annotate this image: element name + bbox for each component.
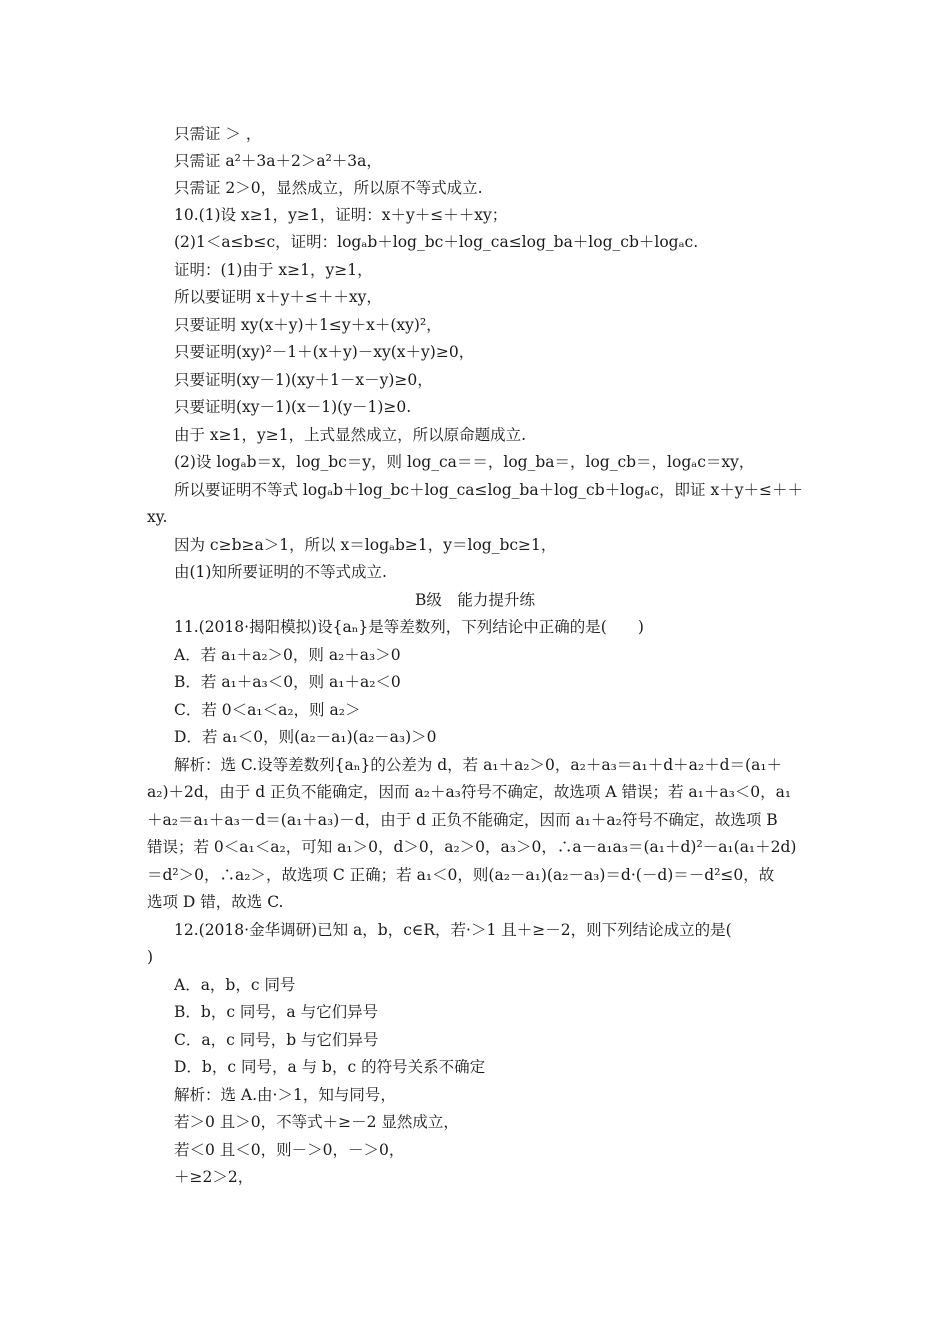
text-line-8: 只要证明 xy(x＋y)＋1≤y＋x＋(xy)²， [174, 316, 442, 334]
text-line-5: (2)1＜a≤b≤c，证明：logₐb＋log_bc＋log_ca≤log_ba＋log_cb＋logₐc. [174, 233, 699, 251]
analysis-12-line-4: ＋≥2＞2， [174, 1168, 254, 1186]
text-line-7: 所以要证明 x＋y＋≤＋＋xy， [174, 288, 382, 306]
text-line-2: 只需证 a²＋3a＋2＞a²＋3a， [174, 152, 382, 170]
option-a-12: A．a，b，c 同号 [174, 976, 296, 994]
text-line-13: (2)设 logₐb＝x，log_bc＝y，则 log_ca＝＝，log_ba＝，log_cb＝，logₐc＝xy， [174, 453, 755, 471]
option-c-12: C．a，c 同号，b 与它们异号 [174, 1031, 379, 1049]
text-line-9: 只要证明(xy)²－1＋(x＋y)－xy(x＋y)≥0， [174, 343, 475, 361]
question-12: 12.(2018·金华调研)已知 a，b，c∈R，若·＞1 且＋≥－2，则下列结论成立的是( [174, 921, 732, 939]
option-b-12: B．b，c 同号，a 与它们异号 [174, 1003, 379, 1021]
analysis-12-line-3: 若＜0 且＜0，则－＞0，－＞0， [174, 1141, 405, 1159]
option-b: B．若 a₁＋a₃＜0，则 a₁＋a₂＜0 [174, 673, 401, 691]
text-line-11: 只要证明(xy－1)(x－1)(y－1)≥0. [174, 398, 412, 416]
text-line-14: 所以要证明不等式 logₐb＋log_bc＋log_ca≤log_ba＋log_cb＋logₐc，即证 x＋y＋≤＋＋ [174, 481, 803, 499]
text-line-1: 只需证 ＞ ， [174, 125, 262, 143]
text-line-3: 只需证 2＞0，显然成立，所以原不等式成立. [174, 179, 483, 197]
analysis-line-4: 错误；若 0＜a₁＜a₂，可知 a₁＞0，d＞0，a₂＞0，a₃＞0，∴a－a₁a₃＝(a₁＋d)²－a₁(a₁＋2d) [147, 838, 797, 856]
section-heading: B级 能力提升练 [415, 591, 535, 609]
text-line-12: 由于 x≥1，y≥1，上式显然成立，所以原命题成立. [174, 426, 527, 444]
text-line-10: 只要证明(xy－1)(xy＋1－x－y)≥0， [174, 371, 433, 389]
text-line-4: 10.(1)设 x≥1，y≥1，证明：x＋y＋≤＋＋xy； [174, 206, 508, 224]
option-d: D．若 a₁＜0，则(a₂－a₁)(a₂－a₃)＞0 [174, 728, 437, 746]
analysis-line-5: ＝d²＞0，∴a₂＞，故选项 C 正确；若 a₁＜0，则(a₂－a₁)(a₂－a₃)＝d·(－d)＝－d²≤0，故 [147, 866, 775, 884]
question-12-cont: ) [147, 948, 154, 966]
text-line-16: 因为 c≥b≥a＞1，所以 x＝logₐb≥1，y＝log_bc≥1， [174, 536, 557, 554]
text-line-15: xy. [147, 508, 168, 526]
analysis-line-1: 解析：选 C.设等差数列{aₙ}的公差为 d，若 a₁＋a₂＞0，a₂＋a₃＝a₁＋d＋a₂＋d＝(a₁＋ [174, 756, 783, 774]
analysis-line-3: ＋a₂＝a₁＋a₃－d＝(a₁＋a₃)－d，由于 d 正负不能确定，因而 a₁＋a₂符号不确定，故选项 B [147, 811, 778, 829]
option-d-12: D．b，c 同号，a 与 b，c 的符号关系不确定 [174, 1058, 486, 1076]
analysis-line-6: 选项 D 错，故选 C. [147, 893, 284, 911]
text-line-6: 证明：(1)由于 x≥1，y≥1， [174, 261, 373, 279]
question-11: 11.(2018·揭阳模拟)设{aₙ}是等差数列，下列结论中正确的是( ) [174, 618, 644, 636]
analysis-12-line-2: 若＞0 且＞0，不等式＋≥－2 显然成立， [174, 1113, 459, 1131]
option-a: A．若 a₁＋a₂＞0，则 a₂＋a₃＞0 [174, 646, 401, 664]
option-c: C．若 0＜a₁＜a₂，则 a₂＞ [174, 701, 361, 719]
text-line-17: 由(1)知所要证明的不等式成立. [174, 563, 387, 581]
analysis-line-2: a₂)＋2d，由于 d 正负不能确定，因而 a₂＋a₃符号不确定，故选项 A 错误；若 a₁＋a₃＜0，a₁ [147, 783, 792, 801]
analysis-12-line-1: 解析：选 A.由·＞1，知与同号， [174, 1086, 396, 1104]
